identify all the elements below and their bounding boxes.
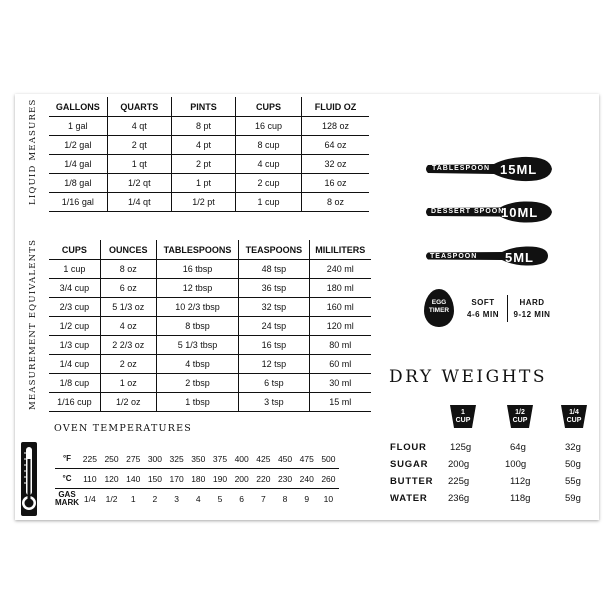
table-row [49, 260, 371, 279]
table-cell: 475 [299, 453, 314, 464]
table-cell: 220 [256, 473, 271, 484]
table-row [49, 317, 371, 336]
table-cell: 1/16 cup [49, 393, 100, 412]
table-cell: 5 1/3 oz [100, 298, 156, 317]
table-cell: 250 [104, 453, 119, 464]
weight-value: 100g [505, 459, 527, 470]
table-cell: 8 tbsp [156, 317, 238, 336]
table-row [49, 136, 369, 155]
cup-amount: 1/4 [569, 409, 579, 416]
table-cell: 1/16 gal [49, 193, 107, 212]
spoon-size: 10ML [501, 205, 539, 220]
table-cell: 16 oz [302, 174, 369, 193]
table-cell: 8 cup [236, 136, 302, 155]
spoon-label: TABLESPOON [432, 165, 491, 172]
table-cell: 1 [130, 493, 136, 504]
table-cell: 16 cup [236, 117, 302, 136]
table-cell: 375 [212, 453, 228, 464]
table-cell: 36 tsp [239, 279, 309, 298]
table-row [49, 155, 369, 174]
soft-time: 4-6 MIN [467, 310, 499, 319]
table-cell: 16 tsp [239, 336, 309, 355]
table-cell: 350 [191, 453, 206, 464]
fahrenheit-label: °F [62, 454, 72, 463]
table-cell: 2 [152, 493, 158, 504]
hard-label: HARD [519, 298, 545, 307]
table-cell: 240 ml [309, 260, 371, 279]
column-header: CUPS [236, 97, 302, 117]
measurement-equivalents-table [49, 240, 371, 412]
table-cell: 4 qt [107, 117, 171, 136]
table-row [49, 298, 371, 317]
oven-temperatures-title: OVEN TEMPERATURES [54, 423, 192, 434]
table-row [49, 355, 371, 374]
cup-unit: CUP [566, 417, 582, 424]
table-cell: 4 tbsp [156, 355, 238, 374]
table-cell: 120 ml [309, 317, 371, 336]
table-header-row [49, 240, 371, 260]
dry-weights-title: DRY WEIGHTS [389, 367, 548, 387]
dry-weight-row [390, 476, 590, 492]
table-cell: 6 oz [100, 279, 156, 298]
table-cell: 2 tbsp [156, 374, 238, 393]
table-cell: 230 [277, 473, 293, 484]
cup-unit: CUP [455, 417, 471, 424]
hard-time: 9-12 MIN [513, 310, 551, 319]
spoon-label: DESSERT SPOON [431, 208, 505, 215]
cup-label [507, 409, 533, 425]
table-cell: 48 tsp [239, 260, 309, 279]
table-cell: 1 cup [236, 193, 302, 212]
table-cell: 2 qt [107, 136, 171, 155]
liquid-measures-table [49, 97, 369, 212]
column-header: QUARTS [107, 97, 171, 117]
fahrenheit-row [55, 449, 339, 469]
timer-divider [507, 295, 508, 322]
spoon-size: 15ML [500, 162, 538, 177]
table-cell: 1 tbsp [156, 393, 238, 412]
table-cell: 128 oz [302, 117, 369, 136]
table-cell: 150 [147, 473, 162, 484]
table-cell: 1/4 gal [49, 155, 107, 174]
table-cell: 2 pt [171, 155, 235, 174]
column-header: CUPS [49, 240, 100, 260]
table-cell: 400 [234, 453, 249, 464]
table-cell: 110 [83, 473, 97, 484]
table-cell: 1/2 qt [107, 174, 171, 193]
spoon-label: TEASPOON [430, 253, 478, 260]
ingredient-name: FLOUR [390, 442, 427, 453]
egg-timer-label-line2: TIMER [428, 307, 450, 314]
table-cell: 300 [147, 453, 162, 464]
table-cell: 16 tbsp [156, 260, 238, 279]
table-cell: 3 [174, 493, 179, 504]
table-cell: 4 cup [236, 155, 302, 174]
weight-value: 236g [448, 493, 470, 504]
table-cell: 1/8 cup [49, 374, 100, 393]
table-cell: 1/2 [105, 493, 118, 504]
weight-value: 50g [565, 459, 581, 470]
table-cell: 225 [82, 453, 97, 464]
table-row [49, 374, 371, 393]
table-cell: 425 [256, 453, 271, 464]
weight-value: 125g [450, 442, 472, 453]
dry-weight-row [390, 459, 590, 475]
table-cell: 180 ml [309, 279, 371, 298]
table-cell: 1/2 pt [171, 193, 235, 212]
soft-boil-time [462, 297, 504, 321]
celsius-row [55, 469, 339, 489]
table-cell: 1 gal [49, 117, 107, 136]
table-cell: 180 [191, 473, 206, 484]
dry-weight-row [390, 442, 590, 458]
column-header: PINTS [171, 97, 235, 117]
table-cell: 4 [195, 493, 201, 504]
weight-value: 118g [510, 493, 531, 504]
weight-value: 200g [448, 459, 470, 470]
table-cell: 2/3 cup [49, 298, 100, 317]
table-cell: 3/4 cup [49, 279, 100, 298]
cup-amount: 1 [461, 409, 465, 416]
table-cell: 1 qt [107, 155, 171, 174]
table-cell: 1/2 oz [100, 393, 156, 412]
gas-mark-row [55, 489, 339, 509]
column-header: FLUID OZ [302, 97, 369, 117]
oven-temperatures-table [55, 449, 339, 508]
egg-timer-label-line1: EGG [431, 299, 447, 306]
hard-boil-time [509, 297, 555, 321]
table-cell: 32 oz [302, 155, 369, 174]
table-cell: 6 [239, 493, 245, 504]
column-header: TEASPOONS [239, 240, 309, 260]
weight-value: 59g [565, 493, 581, 504]
weight-value: 55g [565, 476, 581, 487]
table-cell: 1 pt [171, 174, 235, 193]
table-row [49, 393, 371, 412]
table-cell: 7 [260, 493, 266, 504]
table-cell: 32 tsp [239, 298, 309, 317]
egg-timer-label [424, 299, 454, 315]
celsius-label: °C [62, 474, 72, 483]
table-cell: 325 [169, 453, 184, 464]
ingredient-name: WATER [390, 493, 428, 504]
weight-value: 225g [448, 476, 470, 487]
weight-value: 112g [510, 476, 531, 487]
table-cell: 1/3 cup [49, 336, 100, 355]
table-cell: 1/4 [83, 493, 96, 504]
table-row [49, 193, 369, 212]
table-cell: 1 oz [100, 374, 156, 393]
cup-label [450, 409, 476, 425]
table-cell: 240 [299, 473, 314, 484]
spoon-size: 5ML [505, 250, 534, 265]
column-header: MILILITERS [309, 240, 371, 260]
table-cell: 1/4 qt [107, 193, 171, 212]
table-row [49, 336, 371, 355]
table-cell: 80 ml [309, 336, 371, 355]
table-cell: 3 tsp [239, 393, 309, 412]
table-cell: 8 oz [302, 193, 369, 212]
table-cell: 10 [323, 493, 334, 504]
table-cell: 120 [104, 473, 119, 484]
table-cell: 2 oz [100, 355, 156, 374]
dry-weight-row [390, 493, 590, 509]
cup-amount: 1/2 [515, 409, 525, 416]
table-cell: 24 tsp [239, 317, 309, 336]
table-cell: 2 2/3 oz [100, 336, 156, 355]
table-cell: 4 oz [100, 317, 156, 336]
table-cell: 1/4 cup [49, 355, 100, 374]
table-cell: 10 2/3 tbsp [156, 298, 238, 317]
table-cell: 1 cup [49, 260, 100, 279]
table-cell: 260 [321, 473, 336, 484]
table-cell: 15 ml [309, 393, 371, 412]
measurement-equivalents-title: MEASUREMENT EQUIVALENTS [28, 238, 38, 410]
table-cell: 160 ml [309, 298, 371, 317]
table-cell: 140 [126, 473, 141, 484]
table-cell: 200 [234, 473, 249, 484]
table-cell: 190 [212, 473, 228, 484]
table-cell: 12 tsp [239, 355, 309, 374]
column-header: GALLONS [49, 97, 107, 117]
table-cell: 60 ml [309, 355, 371, 374]
table-cell: 5 1/3 tbsp [156, 336, 238, 355]
table-cell: 8 oz [100, 260, 156, 279]
table-header-row [49, 97, 369, 117]
column-header: TABLESPOONS [156, 240, 238, 260]
table-cell: 30 ml [309, 374, 371, 393]
table-cell: 6 tsp [239, 374, 309, 393]
weight-value: 64g [510, 442, 526, 453]
ingredient-name: BUTTER [390, 476, 434, 487]
cup-unit: CUP [512, 417, 528, 424]
table-cell: 1/8 gal [49, 174, 107, 193]
table-cell: 9 [304, 493, 310, 504]
table-row [49, 117, 369, 136]
weight-value: 32g [565, 442, 581, 453]
cup-label [561, 409, 587, 425]
table-cell: 12 tbsp [156, 279, 238, 298]
table-row [49, 279, 371, 298]
table-cell: 64 oz [302, 136, 369, 155]
ingredient-name: SUGAR [390, 459, 429, 470]
table-row [49, 174, 369, 193]
table-cell: 5 [217, 493, 223, 504]
table-cell: 275 [126, 453, 141, 464]
liquid-measures-title: LIQUID MEASURES [28, 98, 38, 205]
table-cell: 170 [169, 473, 184, 484]
table-cell: 1/2 gal [49, 136, 107, 155]
table-cell: 2 cup [236, 174, 302, 193]
thermometer-icon [20, 441, 38, 517]
table-cell: 8 pt [171, 117, 235, 136]
table-cell: 4 pt [171, 136, 235, 155]
gas-mark-label: GAS MARK [55, 489, 79, 507]
table-cell: 500 [321, 453, 336, 464]
table-cell: 450 [277, 453, 293, 464]
soft-label: SOFT [471, 298, 495, 307]
column-header: OUNCES [100, 240, 156, 260]
table-cell: 1/2 cup [49, 317, 100, 336]
table-cell: 8 [282, 493, 288, 504]
